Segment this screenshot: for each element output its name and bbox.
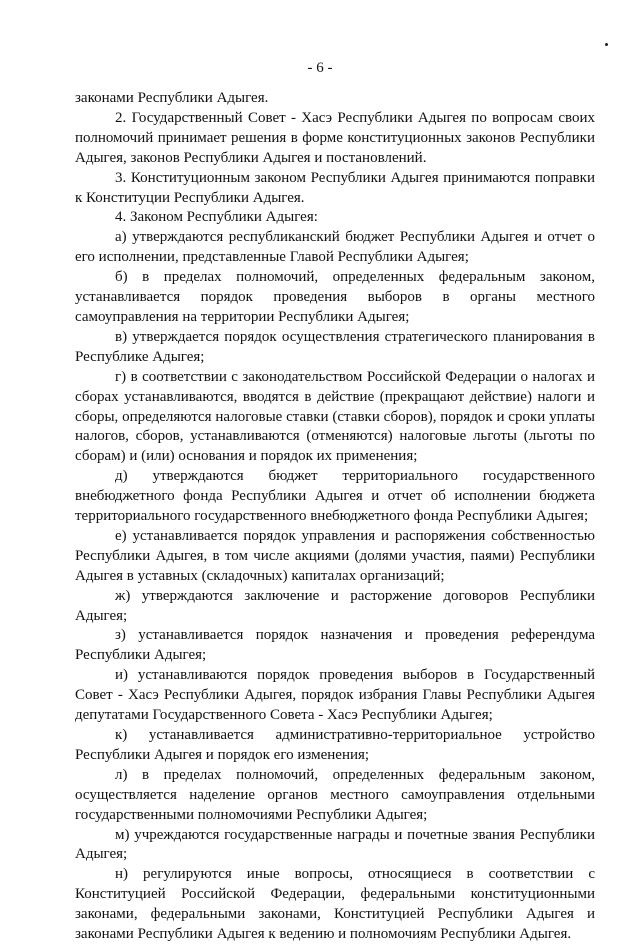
scan-mark: [605, 43, 608, 46]
paragraph-continuation: законами Республики Адыгея.: [75, 90, 269, 106]
subitem-n: н) регулируются иные вопросы, относящиеся в соответствии с Конституцией Российской Федерации, федеральными конституционными законами, федеральными законами, Конституцией Республики Адыгея и законами Республики Адыгея к ведению и полномочиям Республики Адыгея.: [75, 866, 595, 943]
subitem-g: г) в соответствии с законодательством Российской Федерации о налогах и сборах устанавливаются, вводятся в действие (прекращают действие) налоги и сборы, определяются налоговые ставки (ставки сборов), порядок и сроки уплаты налогов, сборов, устанавливаются (отменяются) налоговые льготы (льготы по сборам) и (или) основания и порядок их применения;: [75, 368, 595, 465]
subitem-zh: ж) утверждаются заключение и расторжение договоров Республики Адыгея;: [75, 587, 595, 624]
page-number: - 6 -: [307, 60, 333, 76]
subitem-d: д) утверждаются бюджет территориального государственного внебюджетного фонда Республики Адыгея и отчет об исполнении бюджета территориального государственного внебюджетного фонда Республики Адыгея;: [75, 468, 595, 525]
subitem-k: к) устанавливается административно-территориальное устройство Республики Адыгея и порядок его изменения;: [75, 727, 595, 763]
subitem-a: а) утверждаются республиканский бюджет Республики Адыгея и отчет о его исполнении, представленные Главой Республики Адыгея;: [75, 229, 595, 266]
subitem-l: л) в пределах полномочий, определенных федеральным законом, осуществляется наделение органов местного самоуправления отдельными государственными полномочиями Республики Адыгея;: [75, 766, 595, 823]
subitem-z: з) устанавливается порядок назначения и проведения референдума Республики Адыгея;: [75, 627, 595, 664]
subitem-e: е) устанавливается порядок управления и распоряжения собственностью Республики Адыгея, в том числе акциями (долями участия, паями) Республики Адыгея в уставных (складочных) капиталах организаций;: [75, 527, 595, 584]
paragraph-item-2: 2. Государственный Совет - Хасэ Республики Адыгея по вопросам своих полномочий принимает решения в форме конституционных законов Республики Адыгея, законов Республики Адыгея и постановлений.: [75, 109, 595, 166]
document-body: [75, 89, 595, 945]
subitem-v: в) утверждается порядок осуществления стратегического планирования в Республике Адыгея;: [75, 328, 595, 365]
subitem-i: и) устанавливаются порядок проведения выборов в Государственный Совет - Хасэ Республики Адыгея, порядок избрания Главы Республики Адыгея депутатами Государственного Совета - Хасэ Республики Адыгея;: [75, 667, 595, 724]
subitem-b: б) в пределах полномочий, определенных федеральным законом, устанавливается порядок проведения выборов в органы местного самоуправления на территории Республики Адыгея;: [75, 269, 595, 325]
paragraph-item-4: 4. Законом Республики Адыгея:: [115, 209, 318, 226]
paragraph-item-3: 3. Конституционным законом Республики Адыгея принимаются поправки к Конституции Республики Адыгея.: [75, 169, 595, 206]
subitem-m: м) учреждаются государственные награды и почетные звания Республики Адыгея;: [75, 826, 595, 863]
